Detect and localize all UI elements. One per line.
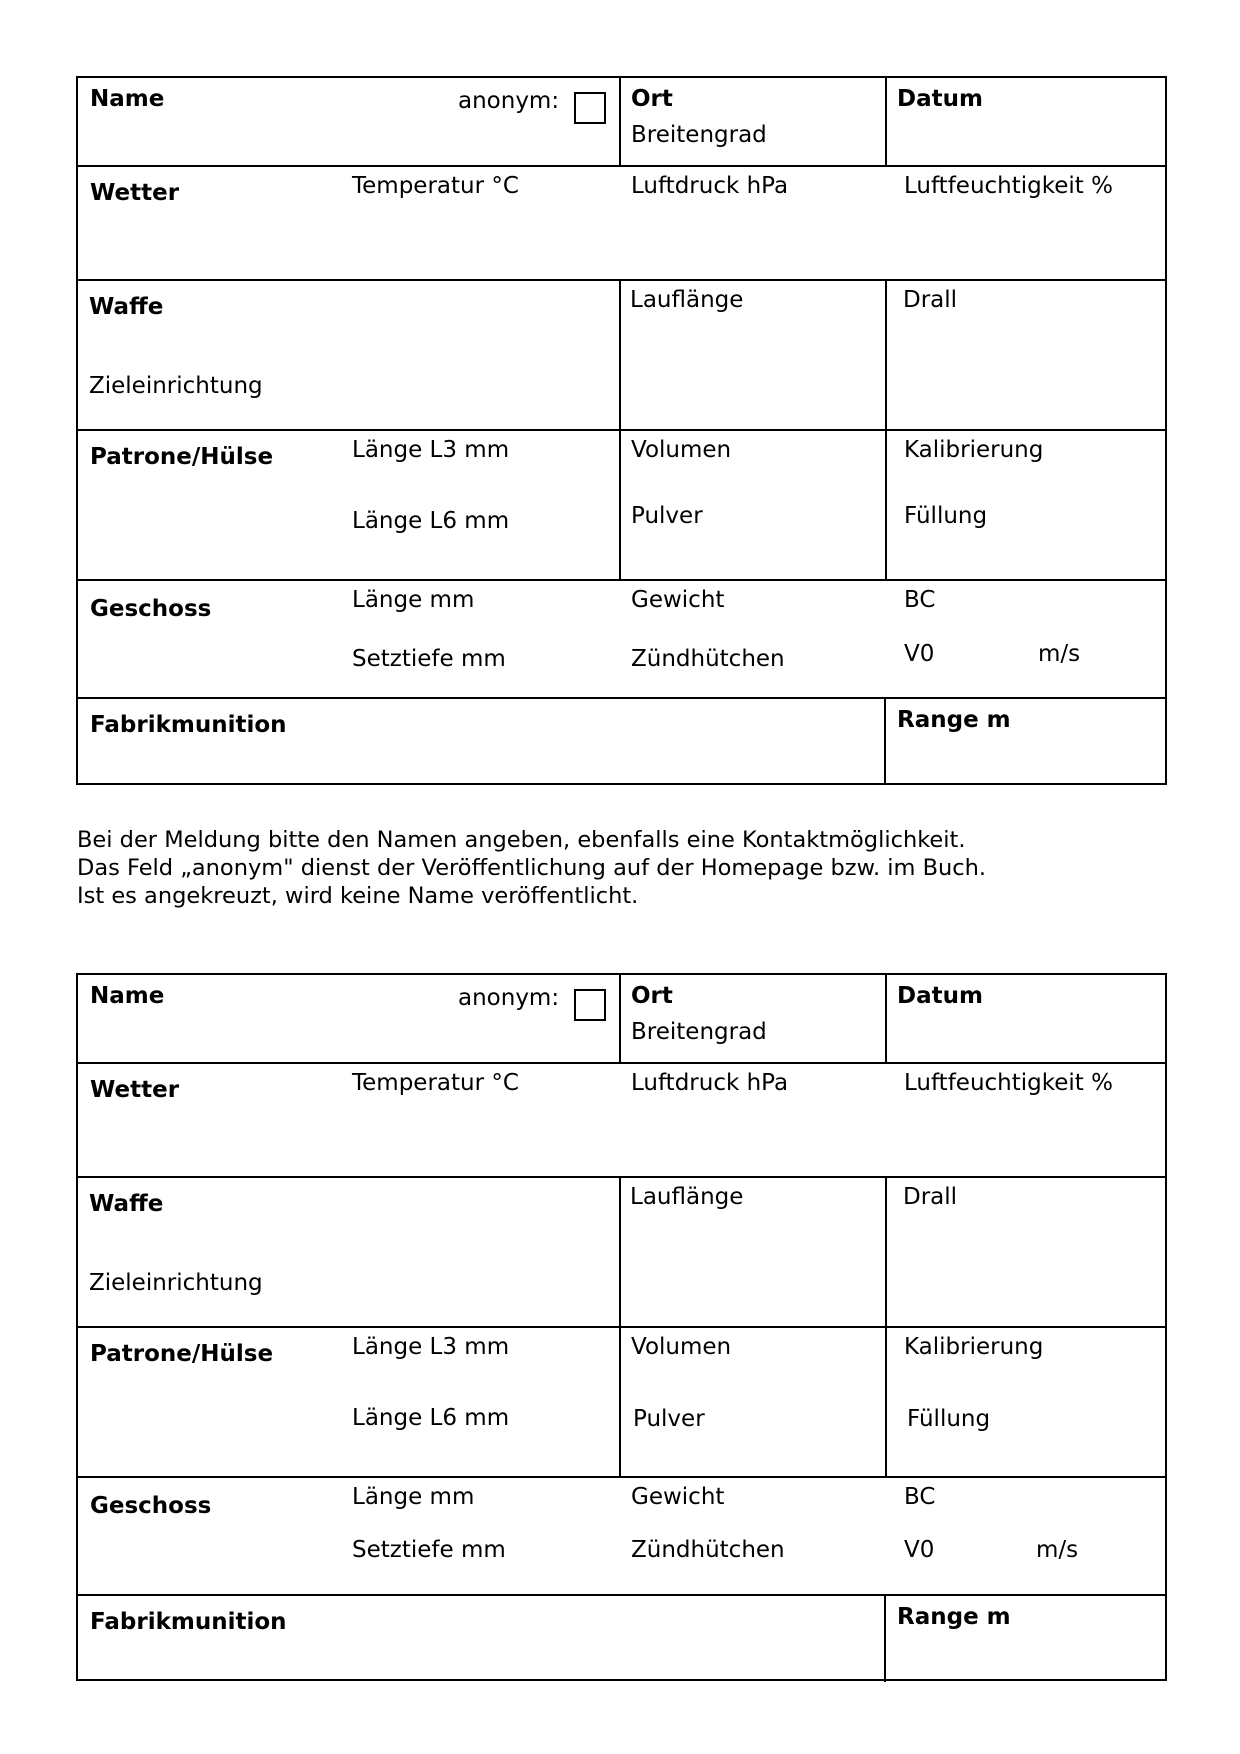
laenge-mm-label: Länge mm: [352, 587, 475, 613]
divider: [885, 1176, 887, 1326]
luftdruck-label: Luftdruck hPa: [631, 1070, 789, 1096]
breitengrad-label: Breitengrad: [631, 122, 767, 148]
name-label: Name: [90, 86, 165, 112]
divider: [619, 975, 621, 1062]
drall-label: Drall: [903, 287, 958, 313]
gewicht-label: Gewicht: [631, 1484, 725, 1510]
anonym-checkbox[interactable]: [574, 989, 606, 1021]
range-label: Range m: [897, 1604, 1011, 1630]
row-name: [78, 975, 1165, 1064]
fuellung-label: Füllung: [904, 503, 988, 529]
note-line: Das Feld „anonym" dienst der Veröffentlichung auf der Homepage bzw. im Buch.: [77, 855, 987, 881]
drall-label: Drall: [903, 1184, 958, 1210]
laenge-l6-label: Länge L6 mm: [352, 1405, 510, 1431]
anonym-label: anonym:: [458, 88, 560, 114]
lauflaenge-label: Lauflänge: [630, 1184, 744, 1210]
patrone-label: Patrone/Hülse: [90, 444, 274, 470]
datum-label: Datum: [897, 86, 983, 112]
laenge-l3-label: Länge L3 mm: [352, 437, 510, 463]
divider: [885, 279, 887, 429]
v0-label: V0: [904, 641, 935, 667]
divider: [885, 429, 887, 579]
bc-label: BC: [904, 1484, 936, 1510]
row-waffe: [78, 279, 1165, 431]
divider: [619, 1176, 621, 1326]
breitengrad-label: Breitengrad: [631, 1019, 767, 1045]
luftfeuchtigkeit-label: Luftfeuchtigkeit %: [904, 173, 1113, 199]
volumen-label: Volumen: [631, 437, 732, 463]
divider: [884, 1594, 886, 1682]
anonym-label: anonym:: [458, 985, 560, 1011]
temperatur-label: Temperatur °C: [352, 173, 519, 199]
divider: [619, 78, 621, 165]
row-wetter: [78, 1062, 1165, 1178]
report-form-1: [76, 76, 1167, 785]
note-line: Ist es angekreuzt, wird keine Name veröffentlicht.: [77, 883, 639, 909]
divider: [619, 1326, 621, 1476]
luftfeuchtigkeit-label: Luftfeuchtigkeit %: [904, 1070, 1113, 1096]
laenge-l3-label: Länge L3 mm: [352, 1334, 510, 1360]
laenge-mm-label: Länge mm: [352, 1484, 475, 1510]
waffe-label: Waffe: [89, 294, 164, 320]
luftdruck-label: Luftdruck hPa: [631, 173, 789, 199]
volumen-label: Volumen: [631, 1334, 732, 1360]
row-fabrikmunition: [78, 697, 1165, 785]
divider: [619, 279, 621, 429]
wetter-label: Wetter: [90, 180, 180, 206]
row-geschoss: [78, 579, 1165, 699]
datum-label: Datum: [897, 983, 983, 1009]
row-wetter: [78, 165, 1165, 281]
setztiefe-label: Setztiefe mm: [352, 646, 506, 672]
row-name: [78, 78, 1165, 167]
ms-label: m/s: [1036, 1537, 1079, 1563]
row-patrone: [78, 429, 1165, 581]
ort-label: Ort: [631, 983, 673, 1009]
report-form-2: [76, 973, 1167, 1681]
geschoss-label: Geschoss: [90, 596, 212, 622]
zuendhuetchen-label: Zündhütchen: [631, 1537, 785, 1563]
divider: [885, 975, 887, 1062]
divider: [619, 429, 621, 579]
ms-label: m/s: [1038, 641, 1081, 667]
kalibrierung-label: Kalibrierung: [904, 1334, 1044, 1360]
ort-label: Ort: [631, 86, 673, 112]
setztiefe-label: Setztiefe mm: [352, 1537, 506, 1563]
fabrikmunition-label: Fabrikmunition: [90, 712, 287, 738]
lauflaenge-label: Lauflänge: [630, 287, 744, 313]
fabrikmunition-label: Fabrikmunition: [90, 1609, 287, 1635]
row-fabrikmunition: [78, 1594, 1165, 1682]
patrone-label: Patrone/Hülse: [90, 1341, 274, 1367]
temperatur-label: Temperatur °C: [352, 1070, 519, 1096]
v0-label: V0: [904, 1537, 935, 1563]
geschoss-label: Geschoss: [90, 1493, 212, 1519]
divider: [884, 697, 886, 785]
range-label: Range m: [897, 707, 1011, 733]
bc-label: BC: [904, 587, 936, 613]
pulver-label: Pulver: [633, 1406, 705, 1432]
kalibrierung-label: Kalibrierung: [904, 437, 1044, 463]
fuellung-label: Füllung: [907, 1406, 991, 1432]
gewicht-label: Gewicht: [631, 587, 725, 613]
anonym-checkbox[interactable]: [574, 92, 606, 124]
zieleinrichtung-label: Zieleinrichtung: [89, 1270, 263, 1296]
divider: [885, 1326, 887, 1476]
note-line: Bei der Meldung bitte den Namen angeben, ebenfalls eine Kontaktmöglichkeit.: [77, 827, 966, 853]
zuendhuetchen-label: Zündhütchen: [631, 646, 785, 672]
waffe-label: Waffe: [89, 1191, 164, 1217]
divider: [885, 78, 887, 165]
wetter-label: Wetter: [90, 1077, 180, 1103]
laenge-l6-label: Länge L6 mm: [352, 508, 510, 534]
name-label: Name: [90, 983, 165, 1009]
row-geschoss: [78, 1476, 1165, 1596]
zieleinrichtung-label: Zieleinrichtung: [89, 373, 263, 399]
row-waffe: [78, 1176, 1165, 1328]
pulver-label: Pulver: [631, 503, 703, 529]
row-patrone: [78, 1326, 1165, 1478]
instruction-note: [77, 826, 986, 910]
